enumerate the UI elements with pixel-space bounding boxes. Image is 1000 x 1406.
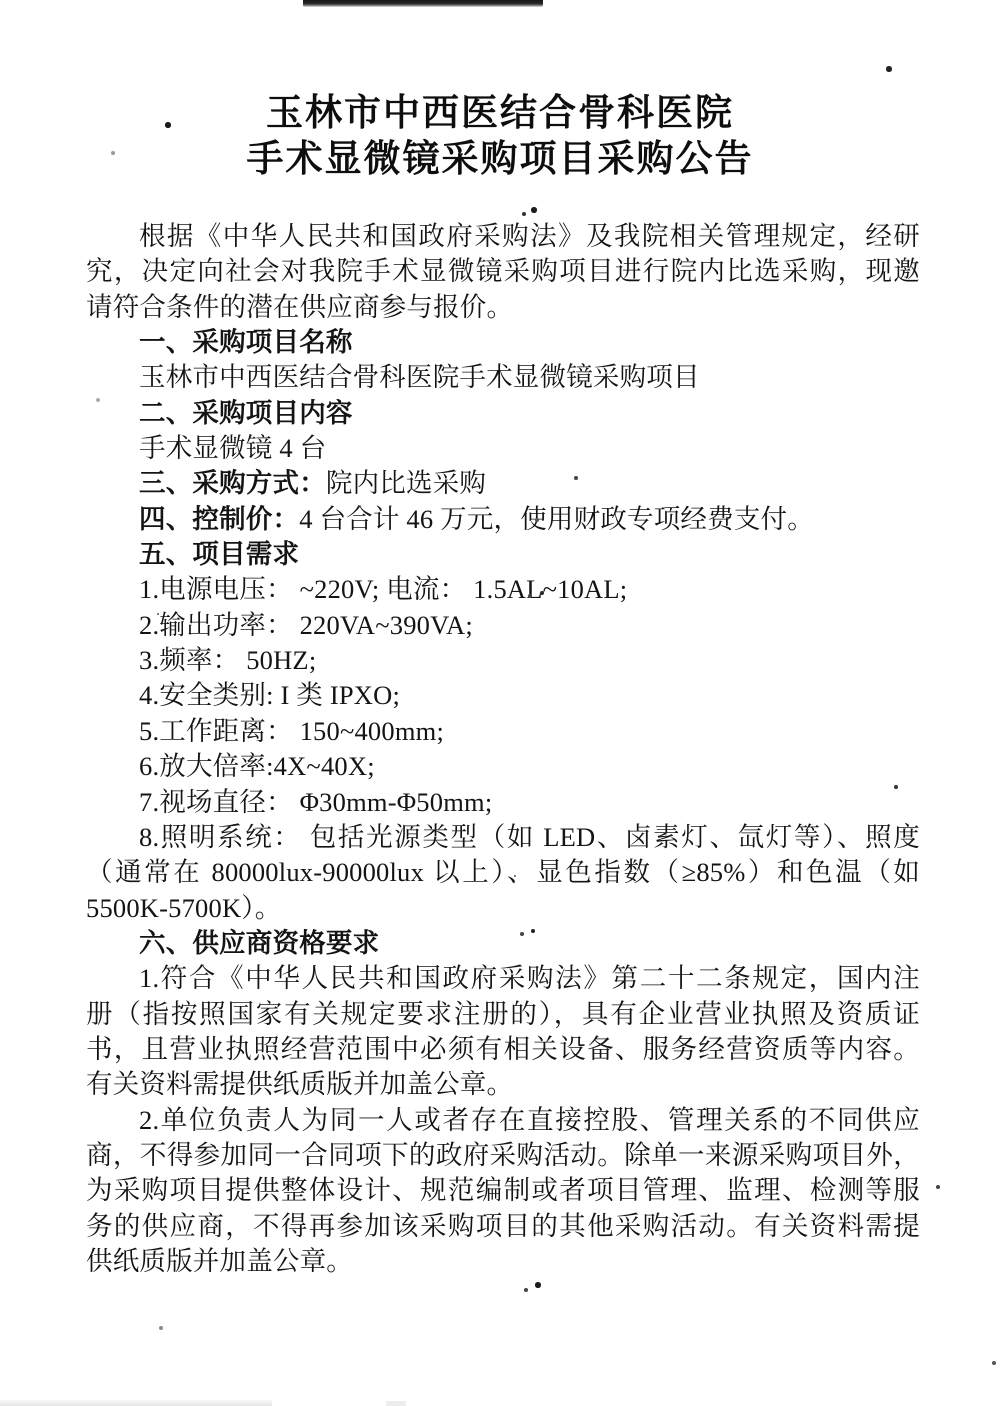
doc-line: 册（指按照国家有关规定要求注册的），具有企业营业执照及资质证 — [86, 998, 920, 1029]
doc-line: 有关资料需提供纸质版并加盖公章。 — [86, 1069, 514, 1100]
doc-line: 8.照明系统： 包括光源类型（如 LED、卤素灯、氙灯等）、照度 — [139, 821, 920, 852]
doc-line: 7.视场直径： Φ30mm-Φ50mm; — [139, 786, 493, 817]
doc-line: 6.放大倍率:4X~40X; — [139, 751, 375, 782]
scan-bottom-smudge — [0, 1400, 272, 1406]
doc-line: 1.电源电压： ~220V; 电流： 1.5AL~10AL; — [139, 574, 628, 605]
doc-line: （通常在 80000lux-90000lux 以上）、显色指数（≥85%）和色温（如 — [86, 857, 920, 888]
document-body — [86, 219, 920, 1279]
doc-line: 请符合条件的潜在供应商参与报价。 — [86, 291, 514, 322]
scan-bottom-smudge — [386, 1401, 406, 1406]
doc-line: 2.单位负责人为同一人或者存在直接控股、管理关系的不同供应 — [139, 1104, 920, 1135]
doc-heading-3: 三、采购方式：院内比选采购 — [139, 468, 487, 499]
doc-line: 5.工作距离： 150~400mm; — [139, 715, 445, 746]
doc-line: 务的供应商，不得再参加该采购项目的其他采购活动。有关资料需提 — [86, 1210, 920, 1241]
document-title-line1: 玉林市中西医结合骨科医院 — [266, 93, 734, 134]
doc-heading-5: 五、项目需求 — [139, 539, 300, 570]
doc-line: 3.频率： 50HZ; — [139, 645, 317, 676]
doc-line: 手术显微镜 4 台 — [139, 433, 327, 464]
doc-line: 书，且营业执照经营范围中必须有相关设备、服务经营资质等内容。 — [86, 1033, 920, 1064]
doc-line: 2.输出功率： 220VA~390VA; — [139, 609, 473, 640]
doc-line: 为采购项目提供整体设计、规范编制或者项目管理、监理、检测等服 — [86, 1175, 920, 1206]
doc-heading-2: 二、采购项目内容 — [139, 397, 353, 428]
doc-line: 商，不得参加同一合同项下的政府采购活动。除单一来源采购项目外， — [86, 1139, 920, 1170]
document-title-line2: 手术显微镜采购项目采购公告 — [246, 139, 754, 180]
doc-line: 4.安全类别: I 类 IPXO; — [139, 680, 401, 711]
doc-line: 供纸质版并加盖公章。 — [86, 1245, 353, 1276]
doc-line: 5500K-5700K）。 — [86, 892, 282, 923]
doc-line: 玉林市中西医结合骨科医院手术显微镜采购项目 — [139, 362, 700, 393]
doc-line: 根据《中华人民共和国政府采购法》及我院相关管理规定，经研 — [139, 221, 920, 251]
scan-ink-specks — [0, 0, 2, 2]
doc-heading-6: 六、供应商资格要求 — [139, 927, 380, 958]
doc-line: 究，决定向社会对我院手术显微镜采购项目进行院内比选采购，现邀 — [86, 256, 920, 287]
doc-line: 1.符合《中华人民共和国政府采购法》第二十二条规定，国内注 — [139, 963, 920, 994]
doc-heading-1: 一、采购项目名称 — [139, 327, 353, 358]
scan-artifact-bar — [303, 0, 543, 7]
document-title — [0, 91, 1000, 183]
doc-heading-4: 四、控制价：4 台合计 46 万元，使用财政专项经费支付。 — [139, 503, 814, 534]
